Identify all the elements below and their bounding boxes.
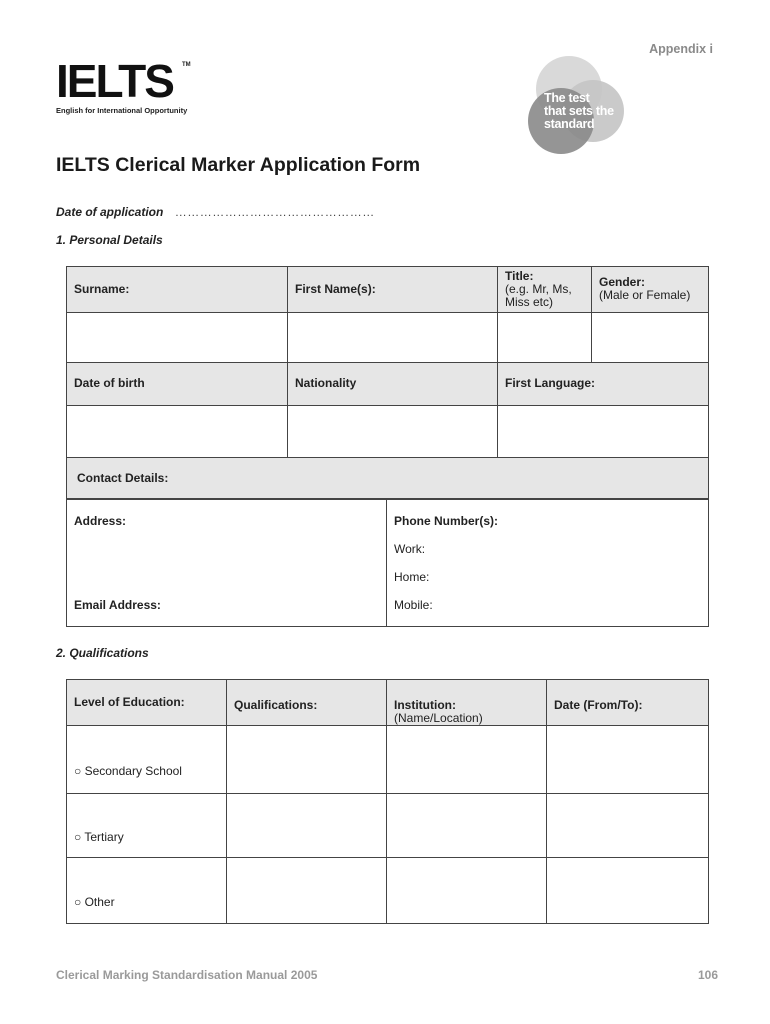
institution-field[interactable] [387, 858, 547, 924]
first-language-header: First Language: [498, 363, 709, 406]
dob-header: Date of birth [67, 363, 288, 406]
level-option-other[interactable]: ○ Other [67, 858, 227, 924]
phone-home-label: Home: [394, 570, 430, 584]
personal-details-table [66, 266, 709, 500]
contact-table [66, 498, 709, 627]
footer-manual-title: Clerical Marking Standardisation Manual 2005 [56, 968, 318, 982]
first-language-field[interactable] [498, 406, 709, 458]
badge-line-2: that sets the [544, 104, 614, 118]
qualification-field[interactable] [227, 726, 387, 794]
logo-trademark: TM [182, 62, 191, 68]
date-of-application [56, 205, 375, 219]
logo-tagline: English for International Opportunity [56, 106, 188, 115]
institution-label: Institution: [394, 698, 456, 712]
date-field[interactable] [547, 726, 709, 794]
institution-hint: (Name/Location) [394, 711, 483, 725]
title-label: Title: [505, 269, 534, 283]
phone-work-label: Work: [394, 542, 426, 556]
dob-field[interactable] [67, 406, 288, 458]
contact-details-header: Contact Details: [67, 458, 709, 500]
date-field[interactable] [547, 794, 709, 858]
title-hint: (e.g. Mr, Ms, Miss etc) [505, 282, 572, 309]
level-option-tertiary[interactable]: ○ Tertiary [67, 794, 227, 858]
appendix-label: Appendix i [649, 42, 713, 56]
surname-field[interactable] [67, 313, 288, 363]
badge-tagline [544, 92, 614, 131]
date-of-application-field[interactable]: ………………………………………… [174, 205, 375, 219]
qualification-row [67, 858, 709, 924]
footer-page-number: 106 [697, 968, 718, 982]
surname-header: Surname: [67, 267, 288, 313]
first-names-field[interactable] [288, 313, 498, 363]
first-names-header: First Name(s): [288, 267, 498, 313]
address-cell[interactable] [67, 499, 387, 627]
date-from-to-header: Date (From/To): [547, 680, 709, 726]
phone-cell[interactable] [387, 499, 709, 627]
address-label: Address: [74, 514, 127, 528]
gender-field[interactable] [592, 313, 709, 363]
phone-label: Phone Number(s): [394, 514, 499, 528]
institution-field[interactable] [387, 794, 547, 858]
date-field[interactable] [547, 858, 709, 924]
qualifications-header: Qualifications: [227, 680, 387, 726]
level-option-secondary[interactable]: ○ Secondary School [67, 726, 227, 794]
badge-line-3: standard [544, 117, 595, 131]
badge-line-1: The test [544, 91, 590, 105]
qualification-field[interactable] [227, 794, 387, 858]
qualification-field[interactable] [227, 858, 387, 924]
nationality-header: Nationality [288, 363, 498, 406]
logo-wordmark: IELTS [56, 55, 173, 107]
gender-hint: (Male or Female) [599, 288, 691, 302]
section-qualifications: 2. Qualifications [56, 646, 149, 660]
email-label: Email Address: [74, 598, 161, 612]
section-personal-details: 1. Personal Details [56, 233, 163, 247]
gender-label: Gender: [599, 275, 646, 289]
gender-header [592, 267, 709, 313]
nationality-field[interactable] [288, 406, 498, 458]
qualification-row [67, 726, 709, 794]
institution-field[interactable] [387, 726, 547, 794]
title-field[interactable] [498, 313, 592, 363]
phone-mobile-label: Mobile: [394, 598, 433, 612]
date-of-application-label: Date of application [56, 205, 164, 219]
qualification-row [67, 794, 709, 858]
level-of-education-header: Level of Education: [67, 680, 227, 726]
title-header [498, 267, 592, 313]
institution-header [387, 680, 547, 726]
qualifications-table [66, 679, 709, 924]
ielts-logo [56, 55, 191, 115]
page-title: IELTS Clerical Marker Application Form [56, 154, 421, 176]
